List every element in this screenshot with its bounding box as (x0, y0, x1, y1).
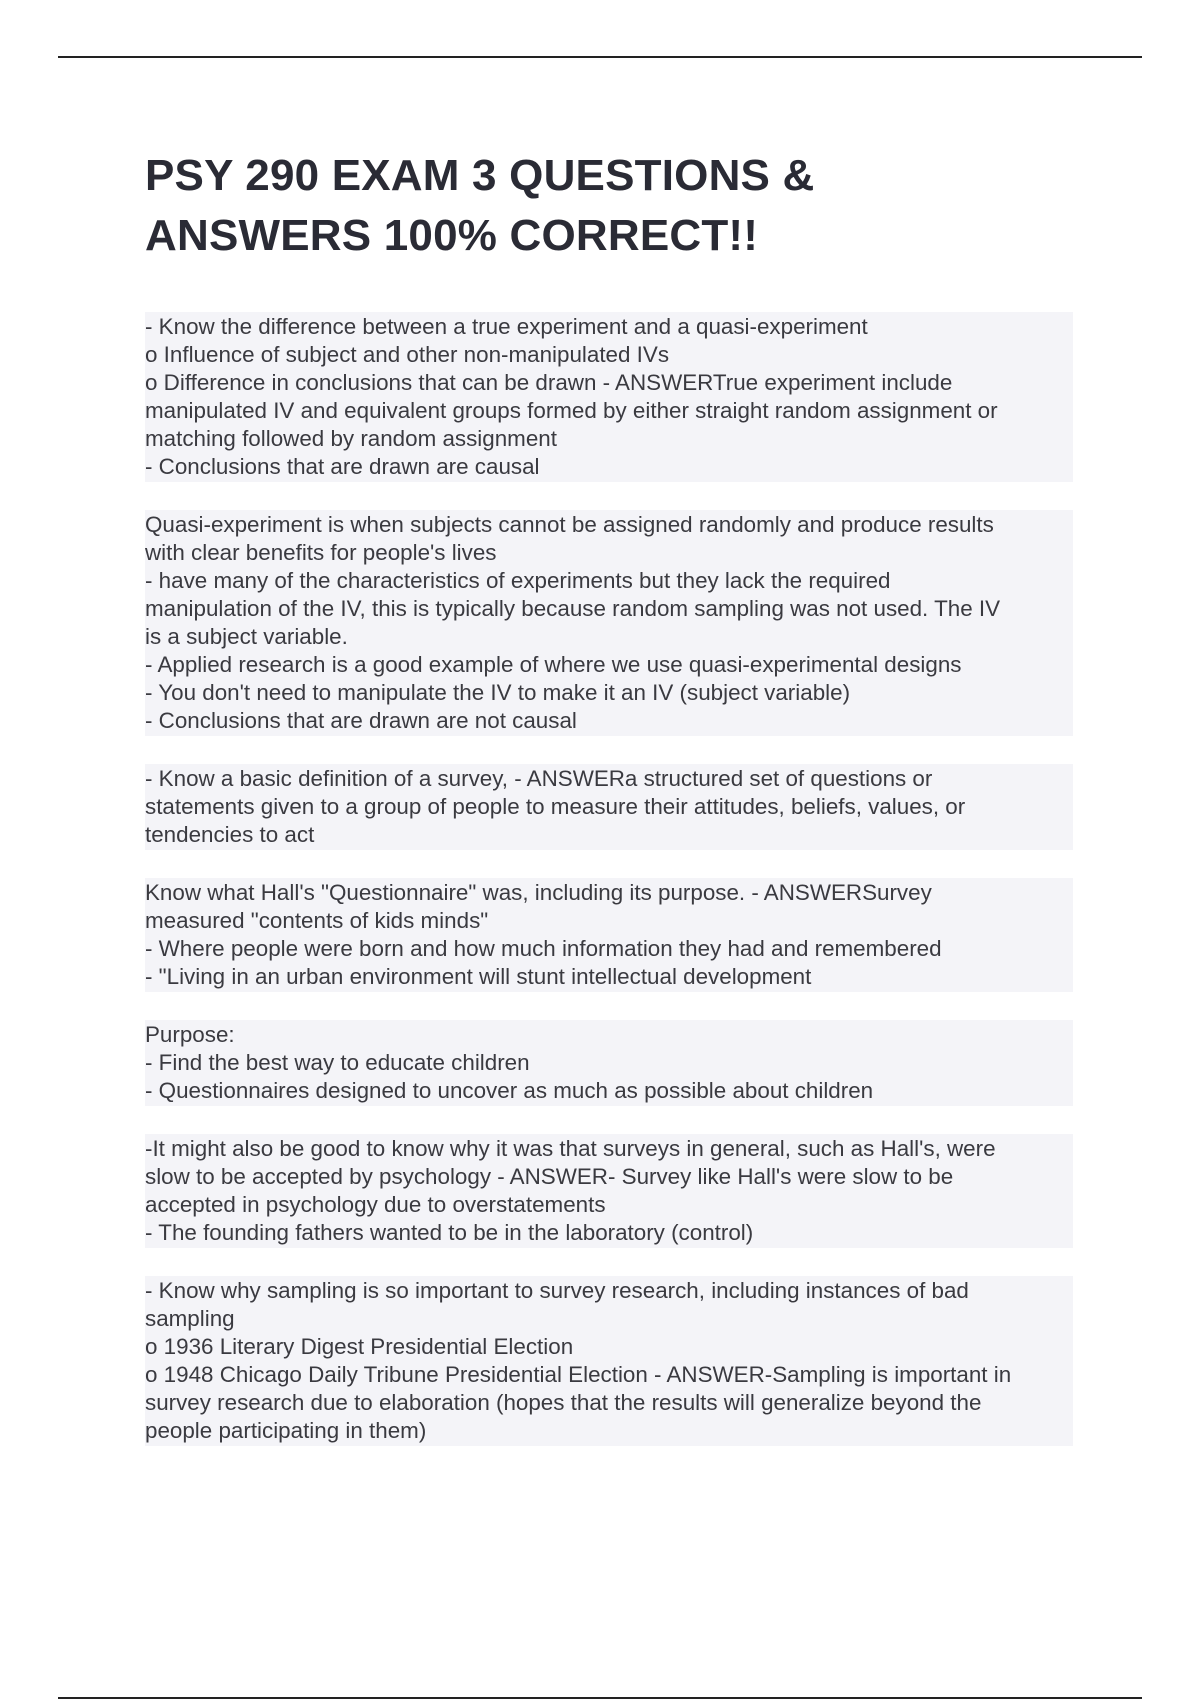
text-line: - Conclusions that are drawn are not causal (145, 708, 577, 733)
text-line: - Know the difference between a true experiment and a quasi-experiment (145, 314, 868, 339)
text-line: with clear benefits for people's lives (145, 540, 497, 565)
text-line: - Conclusions that are drawn are causal (145, 454, 540, 479)
text-line: Purpose: (145, 1022, 235, 1047)
qa-block (145, 764, 1073, 850)
text-line: people participating in them) (145, 1418, 427, 1443)
text-line: - Questionnaires designed to uncover as much as possible about children (145, 1078, 874, 1103)
document-title (145, 146, 1105, 266)
text-line: survey research due to elaboration (hopes that the results will generalize beyond the (145, 1390, 982, 1415)
text-line: manipulated IV and equivalent groups formed by either straight random assignment or (145, 398, 998, 423)
text-line: Know what Hall's "Questionnaire" was, including its purpose. - ANSWERSurvey (145, 880, 932, 905)
bottom-divider (58, 1697, 1142, 1699)
text-line: - Applied research is a good example of where we use quasi-experimental designs (145, 652, 962, 677)
text-line: - Find the best way to educate children (145, 1050, 530, 1075)
text-line: Quasi-experiment is when subjects cannot be assigned randomly and produce results (145, 512, 994, 537)
text-line: o 1948 Chicago Daily Tribune Presidential Election - ANSWER-Sampling is important in (145, 1362, 1012, 1387)
title-line: ANSWERS 100% CORRECT!! (145, 211, 759, 260)
qa-block (145, 312, 1073, 482)
qa-content (145, 312, 1073, 1474)
text-line: - Know why sampling is so important to survey research, including instances of bad (145, 1278, 969, 1303)
text-line: o Influence of subject and other non-manipulated IVs (145, 342, 670, 367)
text-line: matching followed by random assignment (145, 426, 557, 451)
qa-block (145, 1134, 1073, 1248)
text-line: manipulation of the IV, this is typically because random sampling was not used. The IV (145, 596, 1001, 621)
title-line: PSY 290 EXAM 3 QUESTIONS & (145, 151, 815, 200)
text-line: statements given to a group of people to measure their attitudes, beliefs, values, or (145, 794, 966, 819)
text-line: slow to be accepted by psychology - ANSWER- Survey like Hall's were slow to be (145, 1164, 954, 1189)
qa-block (145, 1020, 1073, 1106)
text-line: - You don't need to manipulate the IV to make it an IV (subject variable) (145, 680, 851, 705)
text-line: - "Living in an urban environment will stunt intellectual development (145, 964, 812, 989)
top-divider (58, 56, 1142, 58)
text-line: - Where people were born and how much information they had and remembered (145, 936, 942, 961)
text-line: -It might also be good to know why it was that surveys in general, such as Hall's, were (145, 1136, 996, 1161)
text-line: o 1936 Literary Digest Presidential Election (145, 1334, 574, 1359)
text-line: is a subject variable. (145, 624, 348, 649)
text-line: sampling (145, 1306, 235, 1331)
text-line: - have many of the characteristics of experiments but they lack the required (145, 568, 891, 593)
text-line: - The founding fathers wanted to be in the laboratory (control) (145, 1220, 754, 1245)
text-line: tendencies to act (145, 822, 315, 847)
text-line: accepted in psychology due to overstatements (145, 1192, 606, 1217)
qa-block (145, 1276, 1073, 1446)
qa-block (145, 878, 1073, 992)
text-line: - Know a basic definition of a survey, - ANSWERa structured set of questions or (145, 766, 933, 791)
text-line: measured "contents of kids minds" (145, 908, 489, 933)
text-line: o Difference in conclusions that can be drawn - ANSWERTrue experiment include (145, 370, 953, 395)
qa-block (145, 510, 1073, 736)
